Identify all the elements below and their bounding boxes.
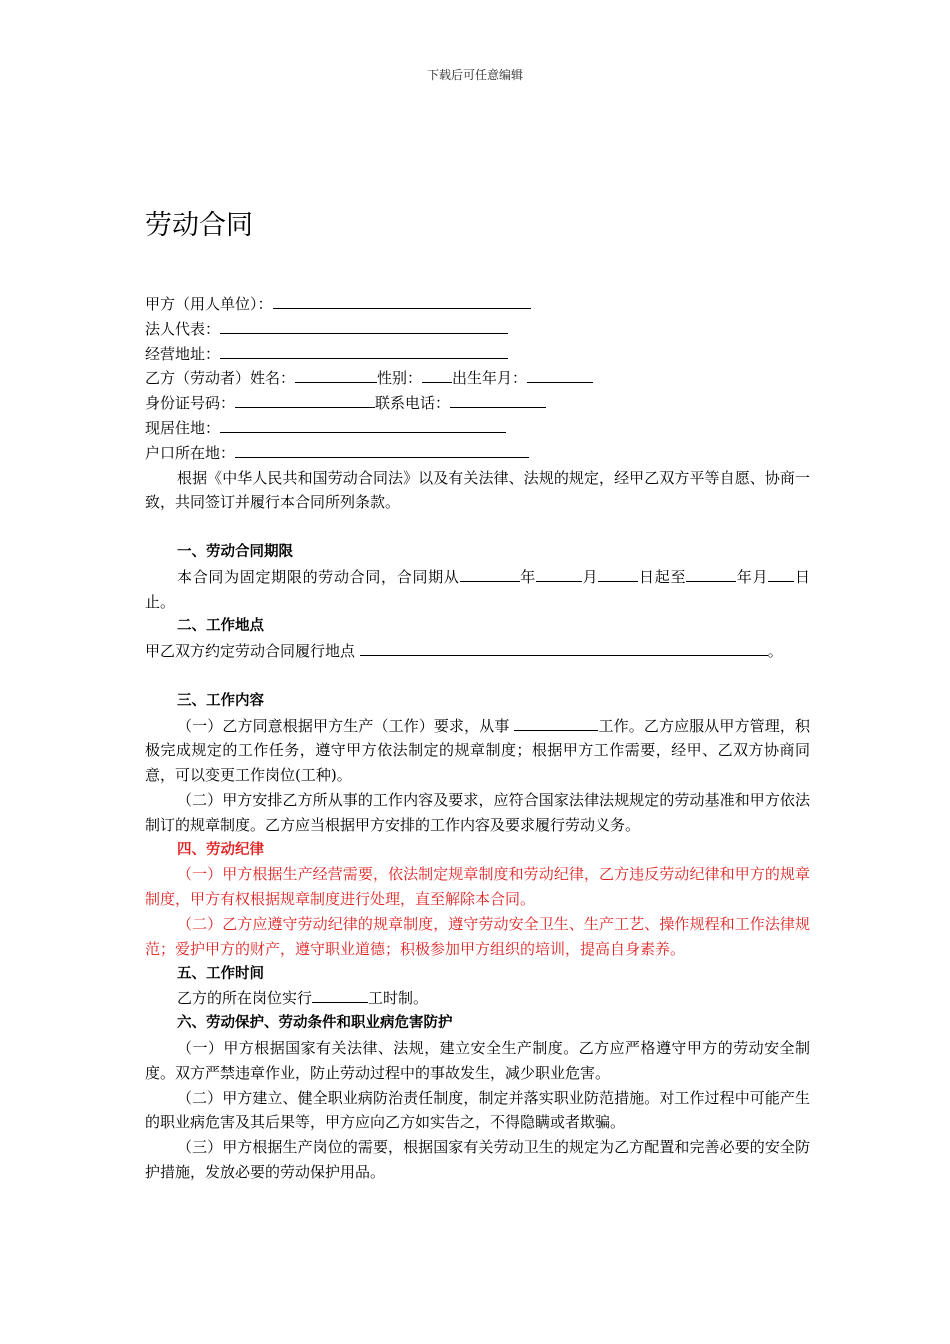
section-5-heading: 五、工作时间: [177, 965, 264, 982]
location-blank[interactable]: [360, 639, 768, 656]
field-id-phone: 身份证号码： 联系电话：: [145, 391, 810, 416]
phone-blank[interactable]: [450, 391, 546, 408]
id-blank[interactable]: [235, 391, 375, 408]
address-blank[interactable]: [220, 342, 508, 359]
name-blank[interactable]: [295, 366, 377, 383]
start-month-blank[interactable]: [536, 565, 582, 582]
section-4-p1: （一）甲方根据生产经营需要，依法制定规章制度和劳动纪律，乙方违反劳动纪律和甲方的规章制度，甲方有权根据规章制度进行处理，直至解除本合同。: [145, 865, 810, 909]
page-header: 下载后可任意编辑: [426, 68, 523, 82]
section-1-text: 本合同为固定期限的劳动合同，合同期从 年 月 日起至 年月 日止。: [145, 565, 810, 615]
document-body: [145, 292, 810, 1185]
start-day-blank[interactable]: [598, 565, 638, 582]
field-legal-rep: 法人代表：: [145, 317, 810, 342]
section-6-heading: 六、劳动保护、劳动条件和职业病危害防护: [177, 1015, 453, 1032]
section-4-heading: 四、劳动纪律: [177, 841, 264, 858]
birth-blank[interactable]: [527, 366, 593, 383]
hours-blank[interactable]: [312, 986, 368, 1003]
section-3-p1: （一）乙方同意根据甲方生产（工作）要求，从事 工作。乙方应服从甲方管理，积极完成规定的工作任务，遵守甲方依法制定的规章制度；根据甲方工作需要，经甲、乙双方协商同意，可以变更工作岗位(工种)。: [145, 714, 810, 788]
field-party-b: 乙方（劳动者）姓名： 性别： 出生年月：: [145, 366, 810, 391]
section-6-p3: （三）甲方根据生产岗位的需要，根据国家有关劳动卫生的规定为乙方配置和完善必要的安全防护措施，发放必要的劳动保护用品。: [145, 1138, 810, 1181]
start-year-blank[interactable]: [460, 565, 520, 582]
field-residence: 现居住地：: [145, 416, 810, 441]
residence-blank[interactable]: [220, 416, 506, 433]
end-year-blank[interactable]: [686, 565, 736, 582]
preamble: 根据《中华人民共和国劳动合同法》以及有关法律、法规的规定，经甲乙双方平等自愿、协商一致，共同签订并履行本合同所列条款。: [145, 468, 810, 512]
hukou-blank[interactable]: [235, 441, 529, 458]
legal-rep-blank[interactable]: [220, 317, 508, 334]
field-hukou: 户口所在地：: [145, 441, 810, 466]
field-party-a: 甲方（用人单位）：: [145, 292, 810, 317]
gender-blank[interactable]: [422, 366, 452, 383]
end-day-blank[interactable]: [768, 565, 794, 582]
party-a-blank[interactable]: [273, 292, 531, 309]
section-2-text: 甲乙双方约定劳动合同履行地点 。: [145, 639, 810, 664]
section-5-text: 乙方的所在岗位实行 工时制。: [145, 986, 810, 1011]
job-blank[interactable]: [514, 714, 598, 731]
section-2-heading: 二、工作地点: [177, 618, 264, 635]
section-3-p2: （二）甲方安排乙方所从事的工作内容及要求，应符合国家法律法规规定的劳动基准和甲方依法制订的规章制度。乙方应当根据甲方安排的工作内容及要求履行劳动义务。: [145, 790, 810, 834]
section-6-p1: （一）甲方根据国家有关法律、法规，建立安全生产制度。乙方应严格遵守甲方的劳动安全制度。双方严禁违章作业，防止劳动过程中的事故发生，减少职业危害。: [145, 1038, 810, 1082]
section-1-heading: 一、劳动合同期限: [177, 543, 293, 560]
document-title: 劳动合同: [145, 210, 253, 241]
section-4-p2: （二）乙方应遵守劳动纪律的规章制度，遵守劳动安全卫生、生产工艺、操作规程和工作法律规范；爱护甲方的财产，遵守职业道德；积极参加甲方组织的培训，提高自身素养。: [145, 914, 810, 958]
section-6-p2: （二）甲方建立、健全职业病防治责任制度，制定并落实职业防范措施。对工作过程中可能产生的职业病危害及其后果等，甲方应向乙方如实告之，不得隐瞒或者欺骗。: [145, 1088, 810, 1132]
section-3-heading: 三、工作内容: [177, 692, 264, 709]
field-address: 经营地址：: [145, 342, 810, 367]
